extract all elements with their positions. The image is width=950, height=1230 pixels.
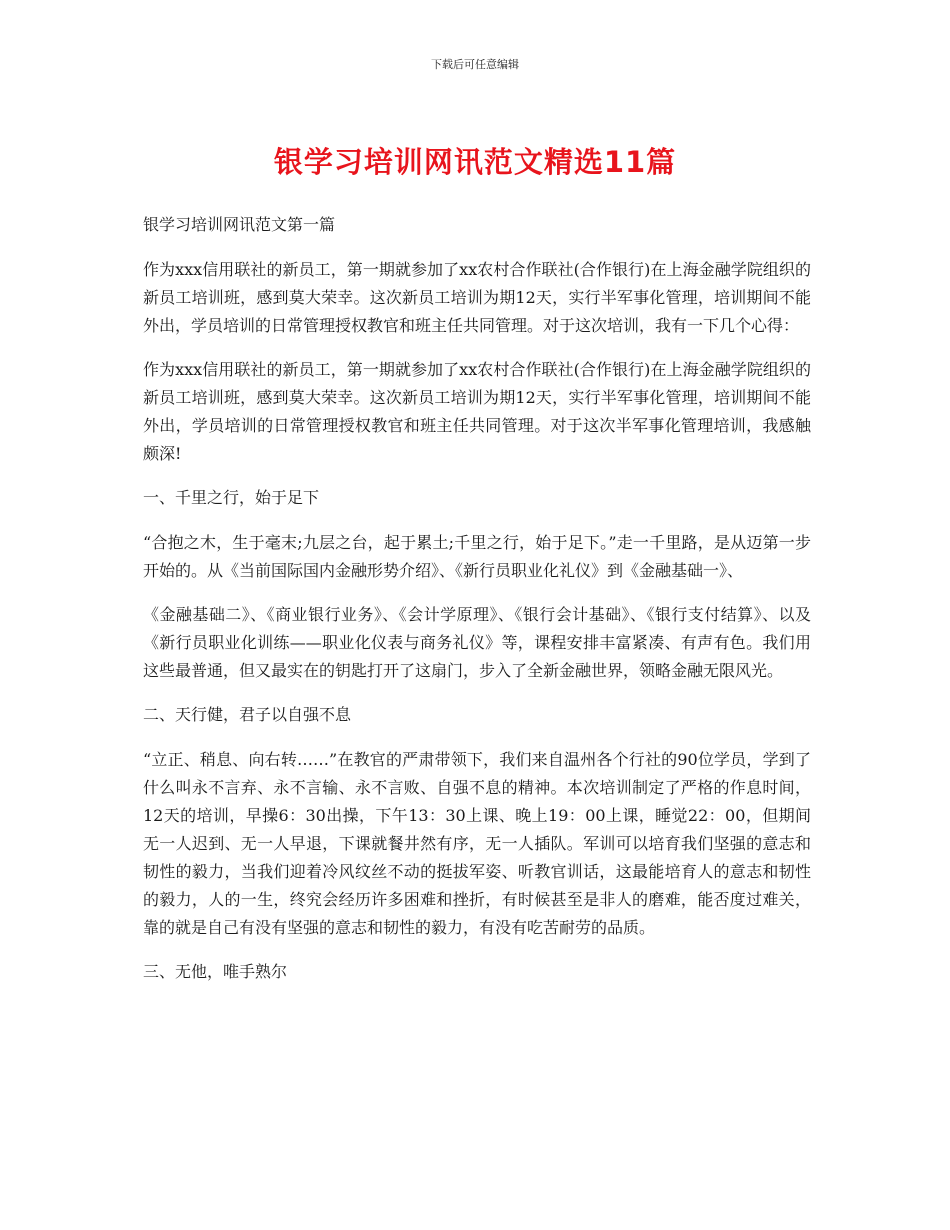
document-body bbox=[143, 211, 811, 1003]
document-title: 银学习培训网讯范文精选11篇 bbox=[273, 145, 677, 179]
body-paragraph: “立正、稍息、向右转……”在教官的严肃带领下，我们来自温州各个行社的90位学员，学到了什么叫永不言弃、永不言输、永不言败、自强不息的精神。本次培训制定了严格的作息时间，12天的培训，早操6：30出操，下午13：30上课、晚上19：00上课，睡觉22：00，但期间无一人迟到、无一人早退，下课就餐井然有序，无一人插队。军训可以培育我们坚强的意志和韧性的毅力，当我们迎着冷风纹丝不动的挺拔军姿、听教官训话，这最能培育人的意志和韧性的毅力，人的一生，终究会经历许多困难和挫折，有时候甚至是非人的磨难，能否度过难关，靠的就是自己有没有坚强的意志和韧性的毅力，有没有吃苦耐劳的品质。 bbox=[143, 750, 811, 937]
download-note: 下载后可任意编辑 bbox=[431, 58, 519, 71]
section-heading: 二、天行健，君子以自强不息 bbox=[143, 705, 352, 724]
section-subtitle: 银学习培训网讯范文第一篇 bbox=[143, 215, 336, 234]
body-paragraph: 作为xxx信用联社的新员工，第一期就参加了xx农村合作联社(合作银行)在上海金融学院组织的新员工培训班，感到莫大荣幸。这次新员工培训为期12天，实行半军事化管理，培训期间不能外出，学员培训的日常管理授权教官和班主任共同管理。对于这次培训，我有一下几个心得： bbox=[143, 260, 811, 335]
body-paragraph: 《金融基础二》、《商业银行业务》、《会计学原理》、《银行会计基础》、《银行支付结算》、以及《新行员职业化训练——职业化仪表与商务礼仪》等，课程安排丰富紧凑、有声有色。我们用这些最普通，但又最实在的钥匙打开了这扇门，步入了全新金融世界，领略金融无限风光。 bbox=[143, 605, 811, 680]
body-paragraph: 作为xxx信用联社的新员工，第一期就参加了xx农村合作联社(合作银行)在上海金融学院组织的新员工培训班，感到莫大荣幸。这次新员工培训为期12天，实行半军事化管理，培训期间不能外出，学员培训的日常管理授权教官和班主任共同管理。对于这次半军事化管理培训，我感触颇深! bbox=[143, 360, 811, 463]
section-heading: 三、无他，唯手熟尔 bbox=[143, 962, 288, 981]
body-paragraph: “合抱之木，生于毫末;九层之台，起于累土;千里之行，始于足下。”走一千里路，是从迈第一步开始的。从《当前国际国内金融形势介绍》、《新行员职业化礼仪》到《金融基础一》、 bbox=[143, 533, 811, 580]
section-heading: 一、千里之行，始于足下 bbox=[143, 488, 320, 507]
